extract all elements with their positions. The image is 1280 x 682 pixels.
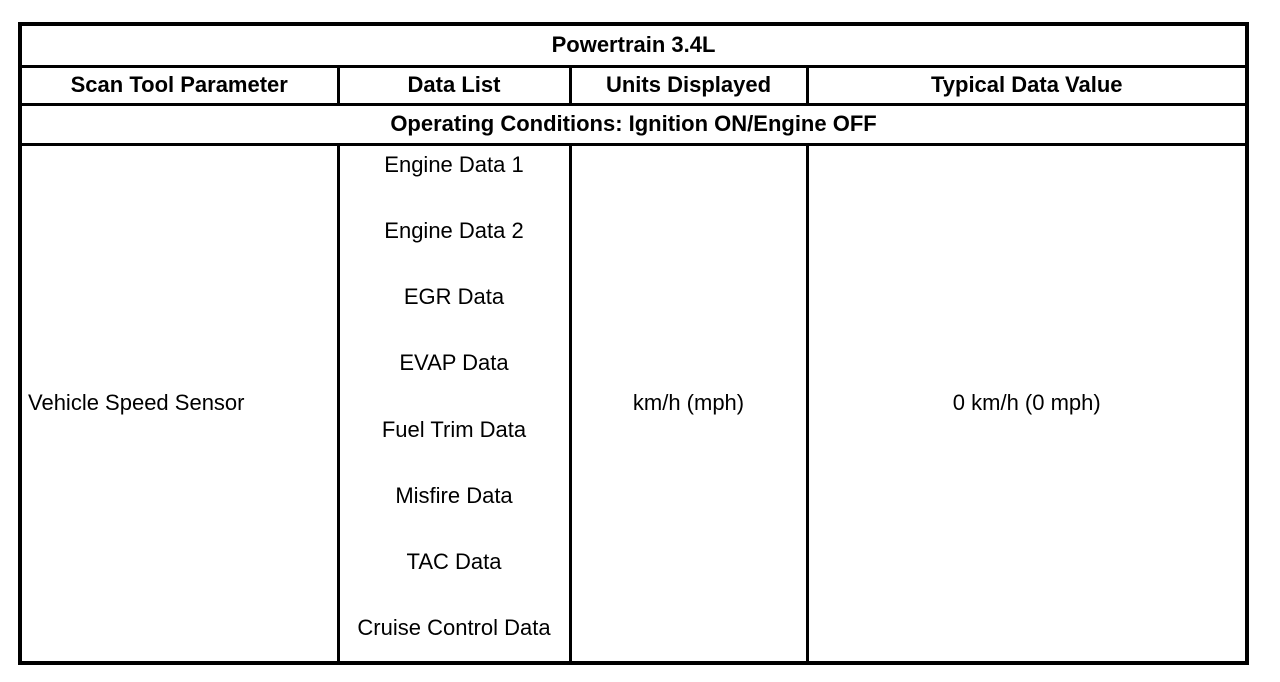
header-data-list: Data List bbox=[338, 66, 570, 104]
list-item: Misfire Data bbox=[395, 482, 513, 508]
header-row bbox=[20, 66, 1247, 104]
table-row bbox=[20, 144, 1247, 663]
list-item: Fuel Trim Data bbox=[381, 416, 527, 442]
list-item: EVAP Data bbox=[399, 350, 509, 376]
units-cell: km/h (mph) bbox=[570, 144, 807, 663]
data-list bbox=[340, 146, 569, 648]
list-item: Cruise Control Data bbox=[357, 615, 551, 641]
header-scan-tool-parameter: Scan Tool Parameter bbox=[20, 66, 338, 104]
parameter-cell: Vehicle Speed Sensor bbox=[20, 144, 338, 663]
title-row bbox=[20, 24, 1247, 66]
table-title: Powertrain 3.4L bbox=[20, 24, 1247, 66]
operating-conditions: Operating Conditions: Ignition ON/Engine OFF bbox=[20, 104, 1247, 144]
scan-tool-data-table bbox=[18, 22, 1249, 665]
list-item: TAC Data bbox=[406, 549, 502, 575]
list-item: Engine Data 1 bbox=[384, 151, 524, 177]
data-list-cell bbox=[338, 144, 570, 663]
header-typical-data-value: Typical Data Value bbox=[807, 66, 1247, 104]
typical-value-cell: 0 km/h (0 mph) bbox=[807, 144, 1247, 663]
list-item: EGR Data bbox=[403, 284, 505, 310]
operating-conditions-row bbox=[20, 104, 1247, 144]
list-item: Engine Data 2 bbox=[384, 217, 524, 243]
header-units-displayed: Units Displayed bbox=[570, 66, 807, 104]
